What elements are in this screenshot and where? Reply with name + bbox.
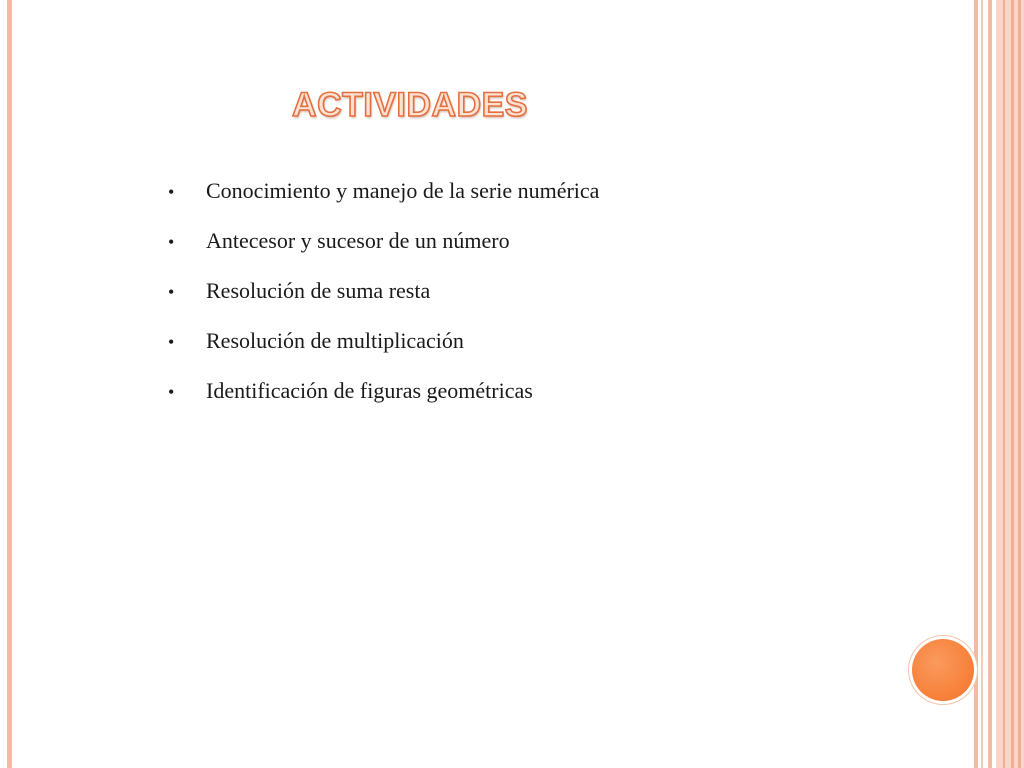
right-edge-line xyxy=(974,0,978,768)
bullet-icon: • xyxy=(168,332,175,352)
list-item xyxy=(168,228,599,278)
bullet-icon: • xyxy=(168,282,175,302)
right-edge-line xyxy=(1018,0,1021,768)
right-edge-line xyxy=(988,0,992,768)
list-item xyxy=(168,178,599,228)
list-item xyxy=(168,378,599,428)
list-item xyxy=(168,328,599,378)
right-edge-line xyxy=(981,0,983,768)
list-item-text: Conocimiento y manejo de la serie numérica xyxy=(206,178,600,203)
list-item xyxy=(168,278,599,328)
right-edge-line xyxy=(1003,0,1005,768)
bullet-icon: • xyxy=(168,382,175,402)
right-edge-line xyxy=(1011,0,1014,768)
list-item-text: Antecesor y sucesor de un número xyxy=(206,228,510,253)
slide-title: ACTIVIDADES xyxy=(292,86,528,124)
bullet-icon: • xyxy=(168,182,175,202)
list-item-text: Resolución de suma resta xyxy=(206,278,431,303)
orange-circle-icon xyxy=(912,639,974,701)
bullet-icon: • xyxy=(168,232,175,252)
list-item-text: Resolución de multiplicación xyxy=(206,328,464,353)
bullet-list xyxy=(168,178,599,428)
list-item-text: Identificación de figuras geométricas xyxy=(206,378,533,403)
